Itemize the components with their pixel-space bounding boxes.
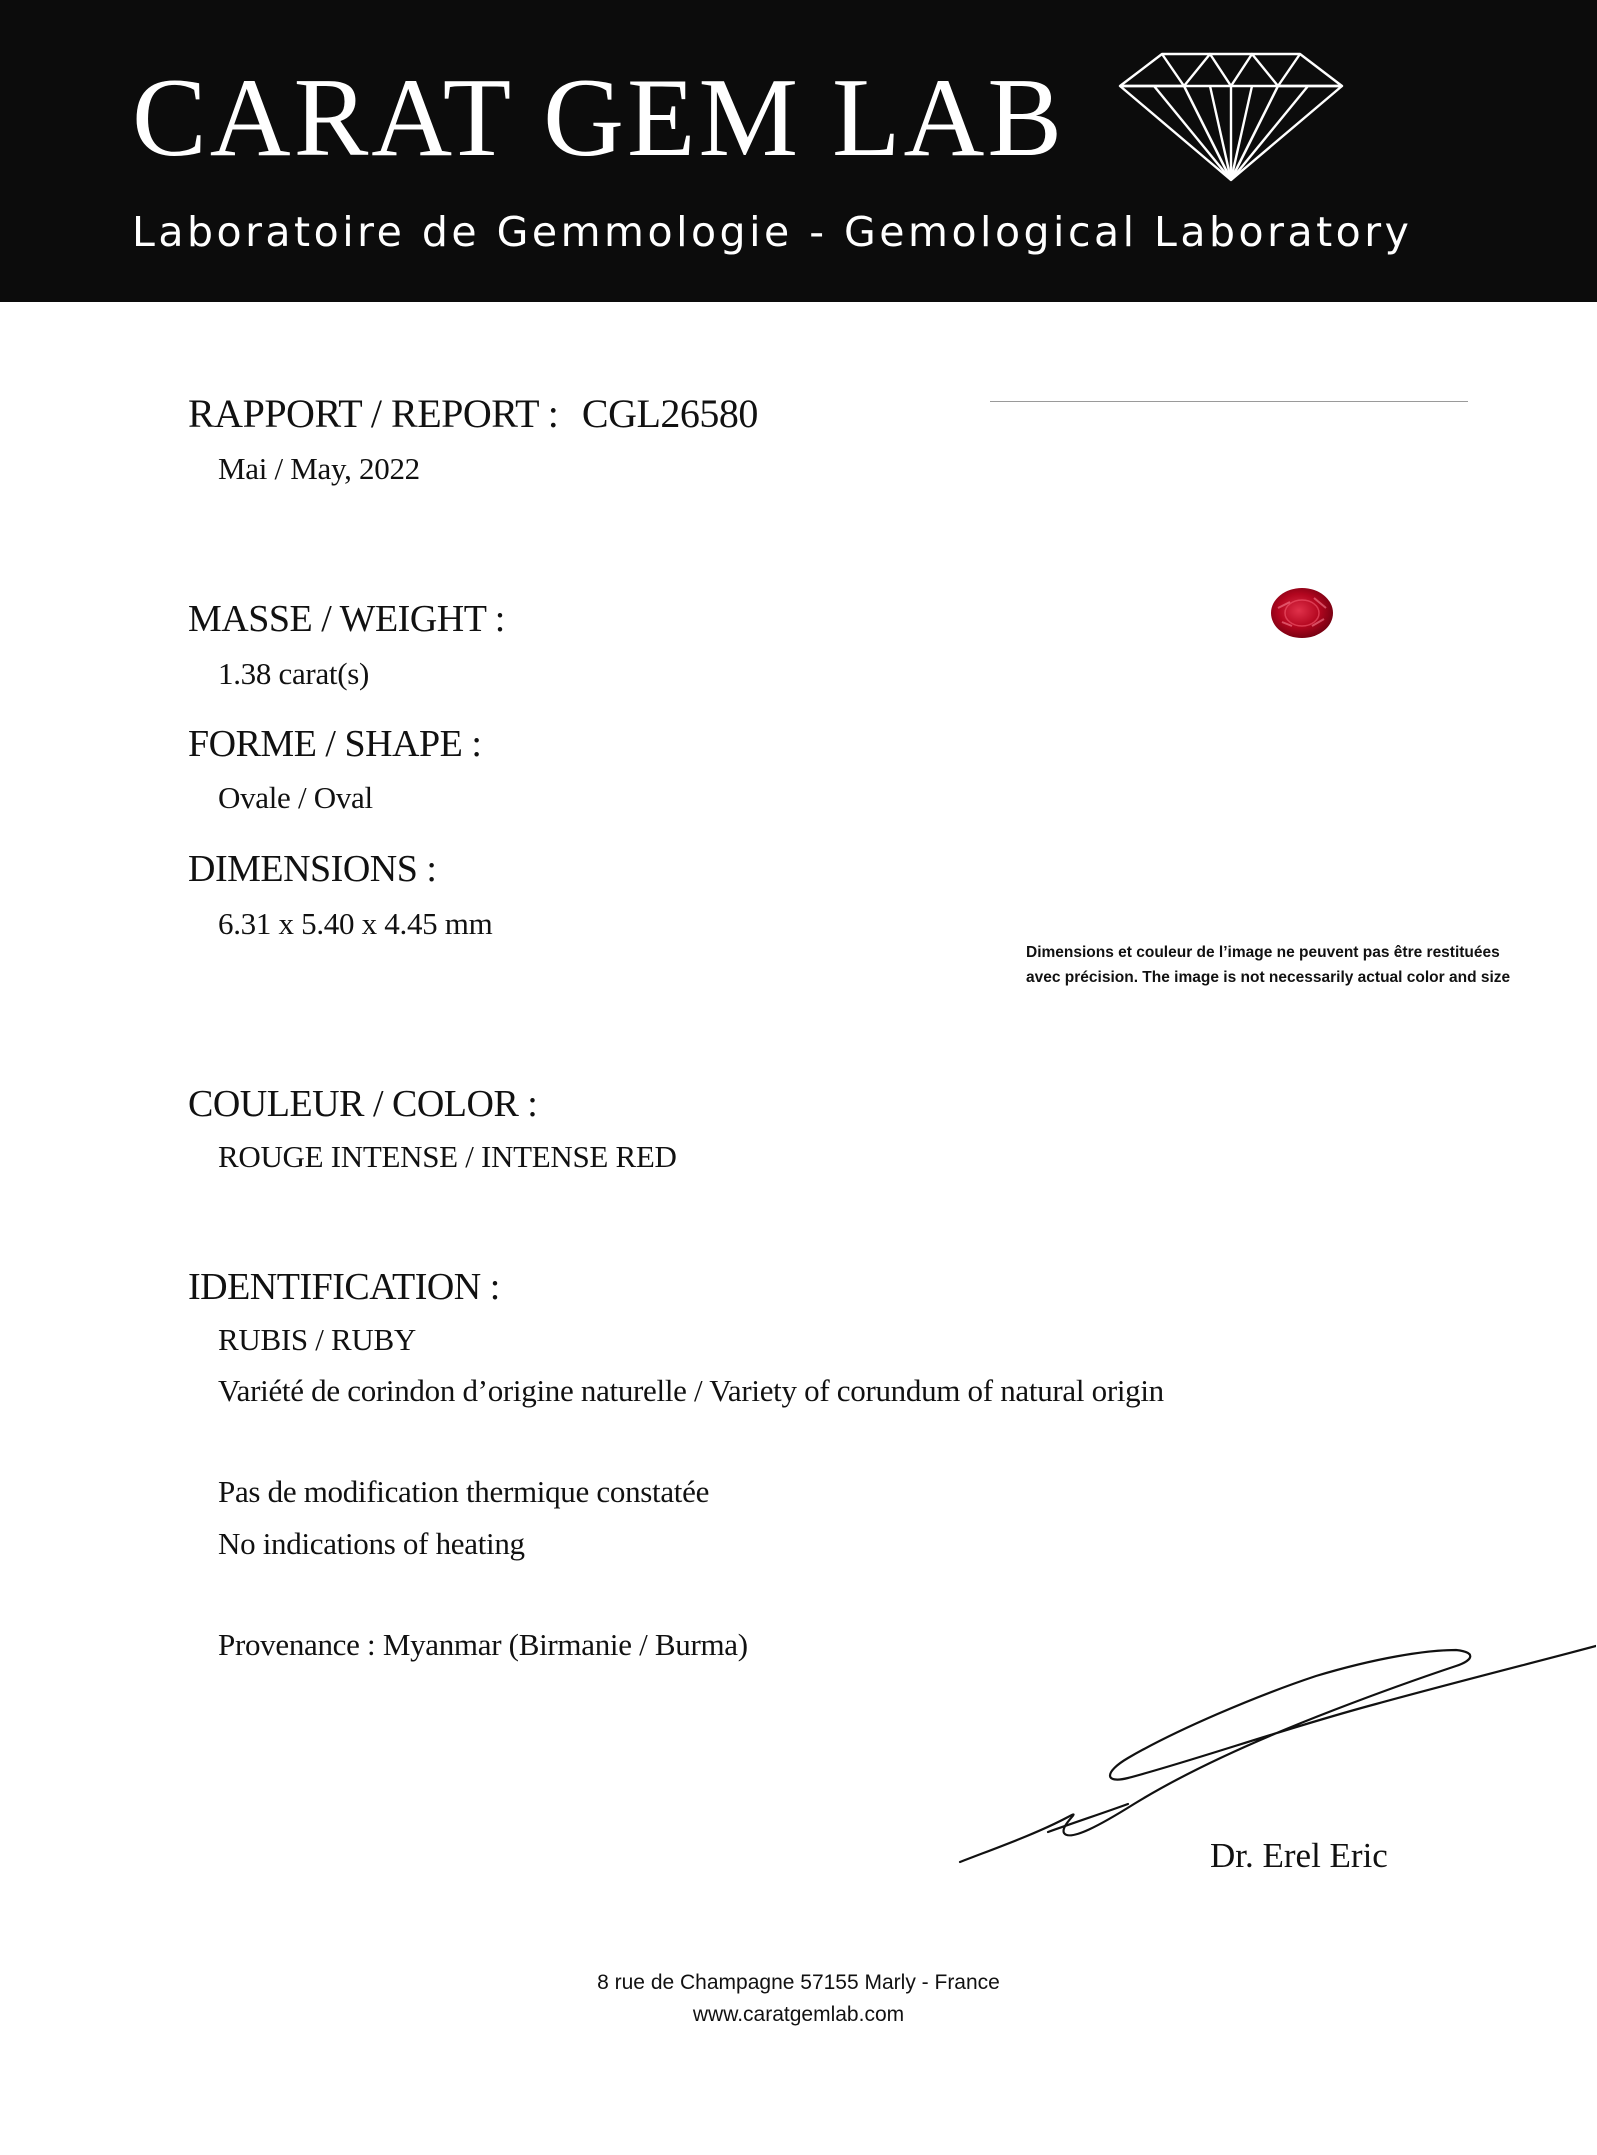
image-disclaimer [1026,940,1510,990]
report-number: CGL26580 [581,391,758,436]
ruby-gem-image [1268,586,1336,640]
footer-address: 8 rue de Champagne 57155 Marly - France [597,1971,1000,1994]
divider-line [990,401,1468,402]
brand-title: CARAT GEM LAB [132,56,1066,180]
dimensions-value: 6.31 x 5.40 x 4.45 mm [218,906,493,941]
signer-name: Dr. Erel Eric [1210,1836,1388,1875]
provenance-text: Provenance : Myanmar (Birmanie / Burma) [218,1627,748,1662]
report-date: Mai / May, 2022 [218,451,420,486]
disclaimer-line-1: Dimensions et couleur de l’image ne peuvent pas être restituées [1026,944,1500,961]
variety-text: Variété de corindon d’origine naturelle / Variety of corundum of natural origin [218,1373,1164,1408]
heating-text-en: No indications of heating [218,1526,525,1561]
diamond-icon [1118,50,1344,182]
shape-label: FORME / SHAPE : [188,723,482,765]
lab-tagline: Laboratoire de Gemmologie - Gemological Laboratory [132,208,1413,256]
disclaimer-line-2: avec précision. The image is not necessarily actual color and size [1026,969,1511,986]
identification-label: IDENTIFICATION : [188,1266,500,1308]
report-label: RAPPORT / REPORT : [188,391,559,436]
heating-text-fr: Pas de modification thermique constatée [218,1474,710,1509]
color-value: ROUGE INTENSE / INTENSE RED [218,1139,677,1174]
weight-label: MASSE / WEIGHT : [188,598,505,640]
footer-website: www.caratgemlab.com [692,2003,905,2026]
color-label: COULEUR / COLOR : [188,1083,538,1125]
dimensions-label: DIMENSIONS : [188,848,437,890]
report-heading [188,390,758,437]
shape-value: Ovale / Oval [218,780,373,815]
identification-value: RUBIS / RUBY [218,1322,416,1357]
weight-value: 1.38 carat(s) [218,656,370,691]
header-banner [0,0,1597,302]
